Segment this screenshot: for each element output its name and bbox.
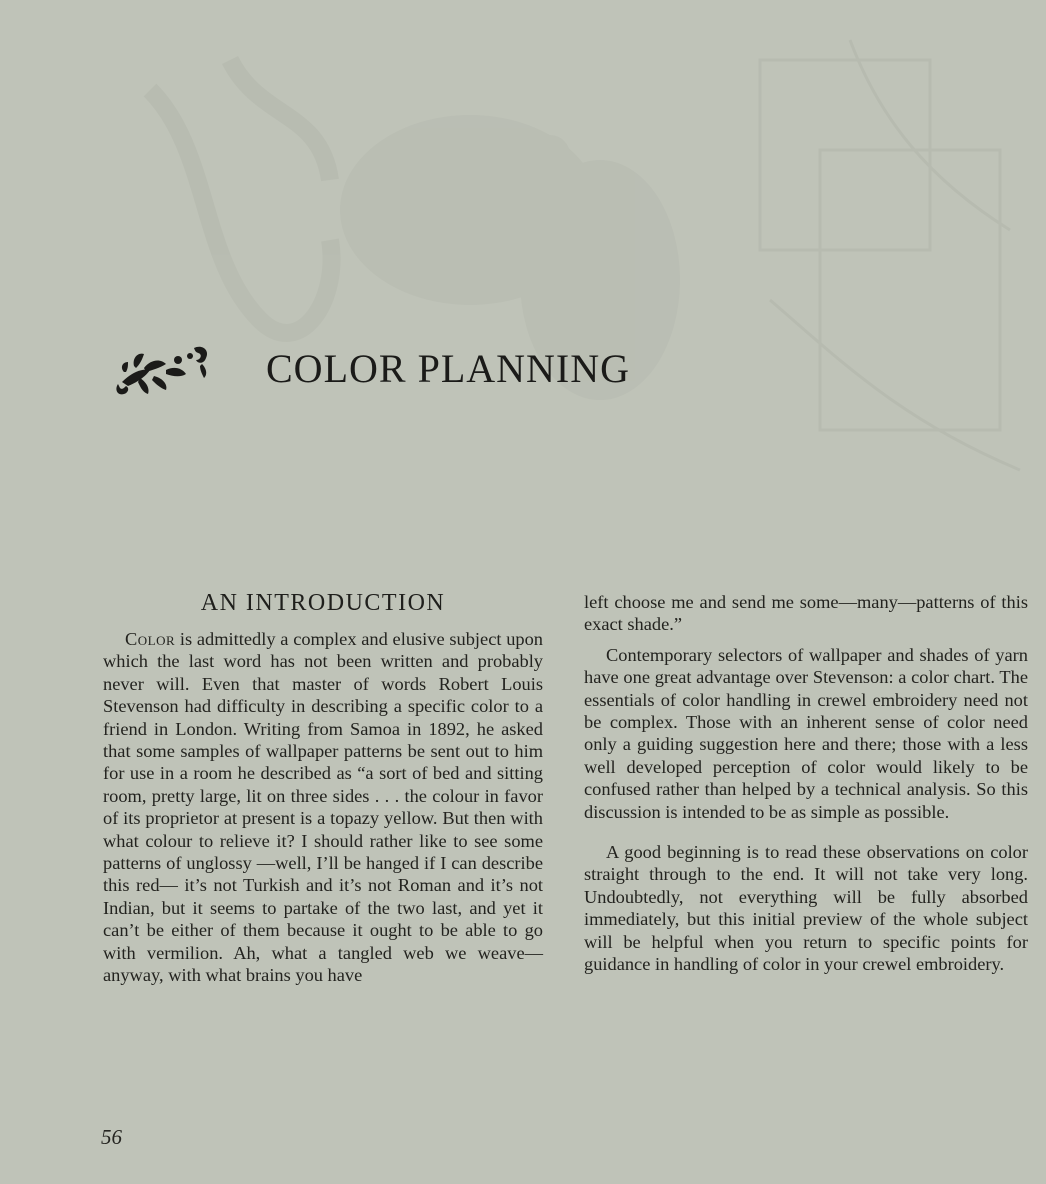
chapter-title: COLOR PLANNING	[266, 345, 630, 391]
show-through-illustration	[0, 0, 1046, 560]
paragraph-lead-word: Color	[125, 629, 176, 649]
paragraph-intro-text: is admittedly a complex and elusive subject upon which the last word has not been written and probably never will. Even that master of words Robert Louis Stevenson had difficulty in describing a specific color to a friend in London. Writing from Samoa in 1892, he asked that some samples of wallpaper patterns be sent out to him for use in a room he described as “a sort of bed and sitting room, pretty large, lit on three sides . . . the colour in favor of its proprietor at present is a topazy yellow. But then with what colour to relieve it? I should rather like to see some patterns of unglossy —well, I’ll be hanged if I can describe this red— it’s not Turkish and it’s not Roman and it’s not Indian, but it seems to partake of the two last, and yet it can’t be either of them because it ought to be able to go with vermilion. Ah, what a tangled web we weave—anyway, with what brains you have	[103, 629, 543, 986]
text-column-left	[103, 628, 543, 987]
chapter-title-row	[110, 338, 630, 398]
paragraph-color-chart: Contemporary selectors of wallpaper and shades of yarn have one great advantage over Stevenson: a color chart. The essentials of color handling in crewel embroidery need not be complex. Those with an inherent sense of color need only a guiding suggestion here and there; those with a less well developed perception of color would likely to be confused rather than helped by a technical analysis. So this discussion is intended to be as simple as possible.	[584, 644, 1028, 822]
paragraph-continued: left choose me and send me some—many—patterns of this exact shade.”	[584, 592, 1028, 635]
page-number: 56	[101, 1125, 122, 1149]
text-column-right	[584, 591, 1028, 976]
paragraph-good-beginning: A good beginning is to read these observations on color straight through to the end. It will not take very long. Undoubtedly, not everything will be fully absorbed immediately, but this initial preview of the whole subject will be helpful when you return to specific points for guidance in handling of color in your crewel embroidery.	[584, 842, 1028, 975]
floral-ornament-icon	[110, 338, 220, 398]
section-heading: AN INTRODUCTION	[200, 590, 446, 616]
paragraph-intro	[103, 628, 543, 987]
